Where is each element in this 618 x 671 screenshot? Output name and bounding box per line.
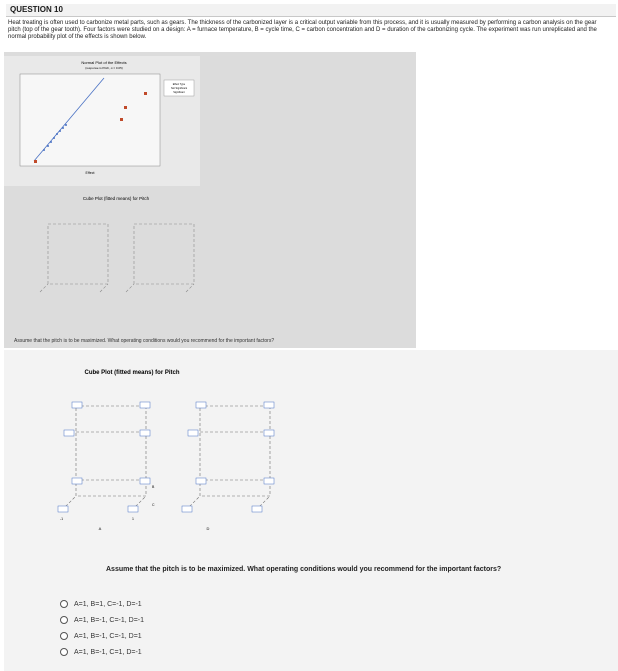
cube-right-vertex [182,506,192,512]
cube-right-vertex [196,402,206,408]
question-prompt: Assume that the pitch is to be maximized. What operating conditions would you recommend for the important factors? [106,566,502,573]
cube-small-title: Cube Plot (fitted means) for Pitch [82,196,150,201]
answer-option-label: A=1, B=-1, C=-1, D=1 [74,632,142,640]
cube-left-vertex [64,430,74,436]
radio-button[interactable] [60,632,68,640]
cube-plot-large [40,360,310,540]
npp-subtitle: (response is Pitch, α = 0.05) [85,66,123,70]
answer-option[interactable] [60,646,144,658]
cube-left-vertex [72,478,82,484]
npp-point [65,124,67,126]
npp-point [62,127,64,129]
cube-small-left [40,224,108,292]
cube-left-vertex [58,506,68,512]
cube-axis-high: 1 [132,517,134,521]
cube-left-vertex [140,430,150,436]
npp-legend-item: Significant [173,91,185,94]
cube-right-vertex [252,506,262,512]
cube-right-vertex [264,478,274,484]
npp-xlabel: Effect [85,171,95,175]
question-intro: Heat treating is often used to carbonize metal parts, such as gears. The thickness of the carbonized layer is a critical output variable from this process, and it is usually measured by performing a carbon analysis on the gear pitch (top of the gear tooth). Four factors were studied on a design: A = furnace temperature, B = cycle time, C = carbon concentration and D = duration of the carbonizing cycle. The experiment was run unreplicated and the normal probability plot of the effects is shown below. [8,20,597,40]
radio-button[interactable] [60,648,68,656]
cube-axis-label-a: A [98,526,102,531]
answer-option-label: A=1, B=-1, C=-1, D=-1 [74,616,145,624]
cube-right [182,402,274,512]
npp-point [56,133,58,135]
npp-point [43,149,45,151]
cube-right-vertex [264,430,274,436]
radio-button[interactable] [60,600,68,608]
npp-point [59,130,61,132]
question-prompt-small: Assume that the pitch is to be maximized. What operating conditions would you recommend for the important factors? [14,338,275,344]
answer-options [60,598,144,662]
cube-axis-label-c: C [152,503,155,507]
cube-left [58,402,150,512]
cube-left-vertex [128,506,138,512]
cube-axis-label-d: D [206,526,210,531]
npp-significant-point [124,106,127,109]
cube-small-right [126,224,194,292]
answer-option-label: A=1, B=1, C=-1, D=-1 [74,600,142,608]
npp-title: Normal Plot of the Effects [81,60,127,65]
answer-option[interactable] [60,614,144,626]
cube-right-vertex [196,478,206,484]
question-number: QUESTION 10 [6,4,616,17]
npp-point [47,145,49,147]
answer-option-label: A=1, B=-1, C=1, D=-1 [74,648,142,656]
npp-significant-point [34,160,37,163]
cube-axis-label-b: B [152,485,155,489]
answer-option[interactable] [60,598,144,610]
npp-point [53,137,55,139]
cube-left-vertex [140,478,150,484]
npp-significant-point [144,92,147,95]
radio-button[interactable] [60,616,68,624]
cube-left-vertex [140,402,150,408]
cube-plot-small [4,190,274,330]
answer-option[interactable] [60,630,144,642]
cube-right-vertex [264,402,274,408]
cube-left-vertex [72,402,82,408]
npp-point [50,141,52,143]
cube-large-title: Cube Plot (fitted means) for Pitch [84,370,180,376]
cube-axis-low: -1 [60,517,64,521]
npp-legend-item: Effect Type [172,83,186,86]
normal-probability-plot [4,56,200,186]
cube-right-vertex [188,430,198,436]
npp-legend-item: Not Significant [170,87,188,90]
npp-significant-point [120,118,123,121]
